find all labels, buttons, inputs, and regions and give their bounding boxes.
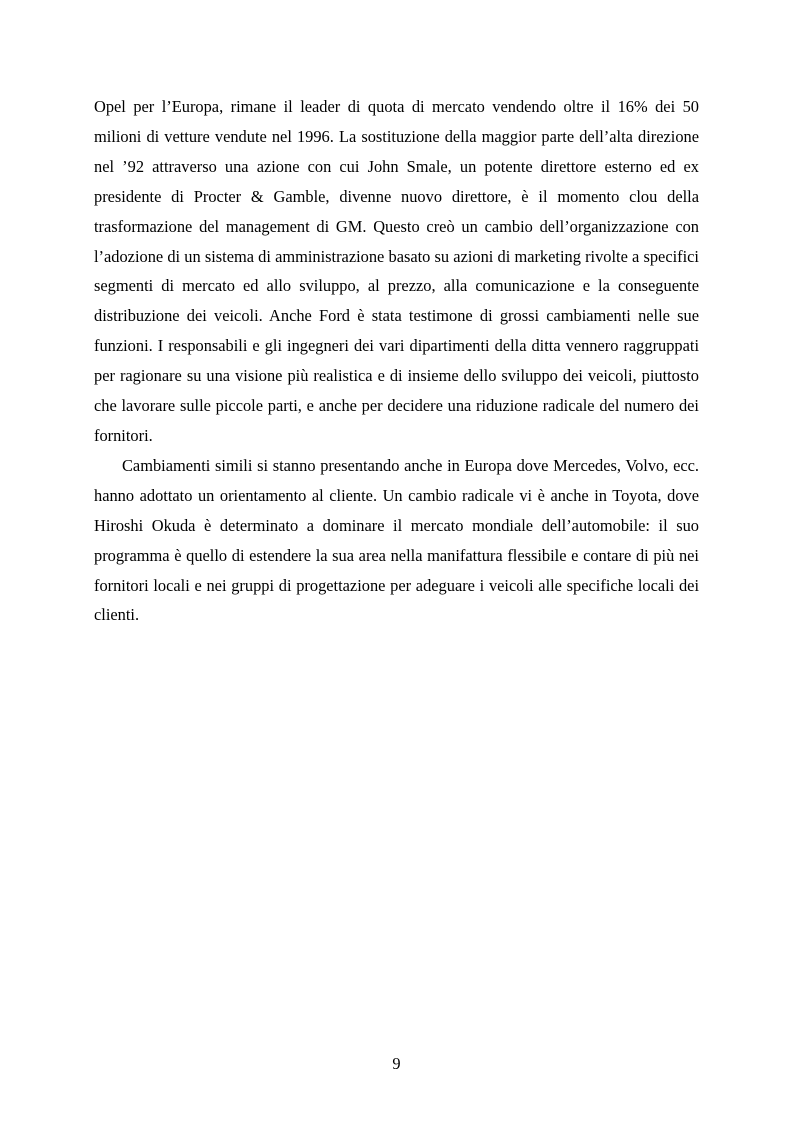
paragraph-1: Opel per l’Europa, rimane il leader di quota di mercato vendendo oltre il 16% dei 50 milioni di vetture vendute nel 1996. La sostituzione della maggior parte dell’alta direzione nel ’92 attraverso una azione con cui John Smale, un potente direttore esterno ed ex presidente di Procter & Gamble, divenne nuovo direttore, è il momento clou della trasformazione del management di GM. Questo creò un cambio dell’organizzazione con l’adozione di un sistema di amministrazione basato su azioni di marketing rivolte a specifici segmenti di mercato ed allo sviluppo, al prezzo, alla comunicazione e la conseguente distribuzione dei veicoli. Anche Ford è stata testimone di grossi cambiamenti nelle sue funzioni. I responsabili e gli ingegneri dei vari dipartimenti della ditta vennero raggruppati per ragionare su una visione più realistica e di insieme dello sviluppo dei veicoli, piuttosto che lavorare sulle piccole parti, e anche per decidere una riduzione radicale del numero dei fornitori. (94, 97, 699, 445)
body-text (94, 92, 699, 630)
paragraph-2: Cambiamenti simili si stanno presentando anche in Europa dove Mercedes, Volvo, ecc. hanno adottato un orientamento al cliente. Un cambio radicale vi è anche in Toyota, dove Hiroshi Okuda è determinato a dominare il mercato mondiale dell’automobile: il suo programma è quello di estendere la sua area nella manifattura flessibile e contare di più nei fornitori locali e nei gruppi di progettazione per adeguare i veicoli alle specifiche locali dei clienti. (94, 455, 699, 625)
page-number: 9 (392, 1054, 401, 1073)
